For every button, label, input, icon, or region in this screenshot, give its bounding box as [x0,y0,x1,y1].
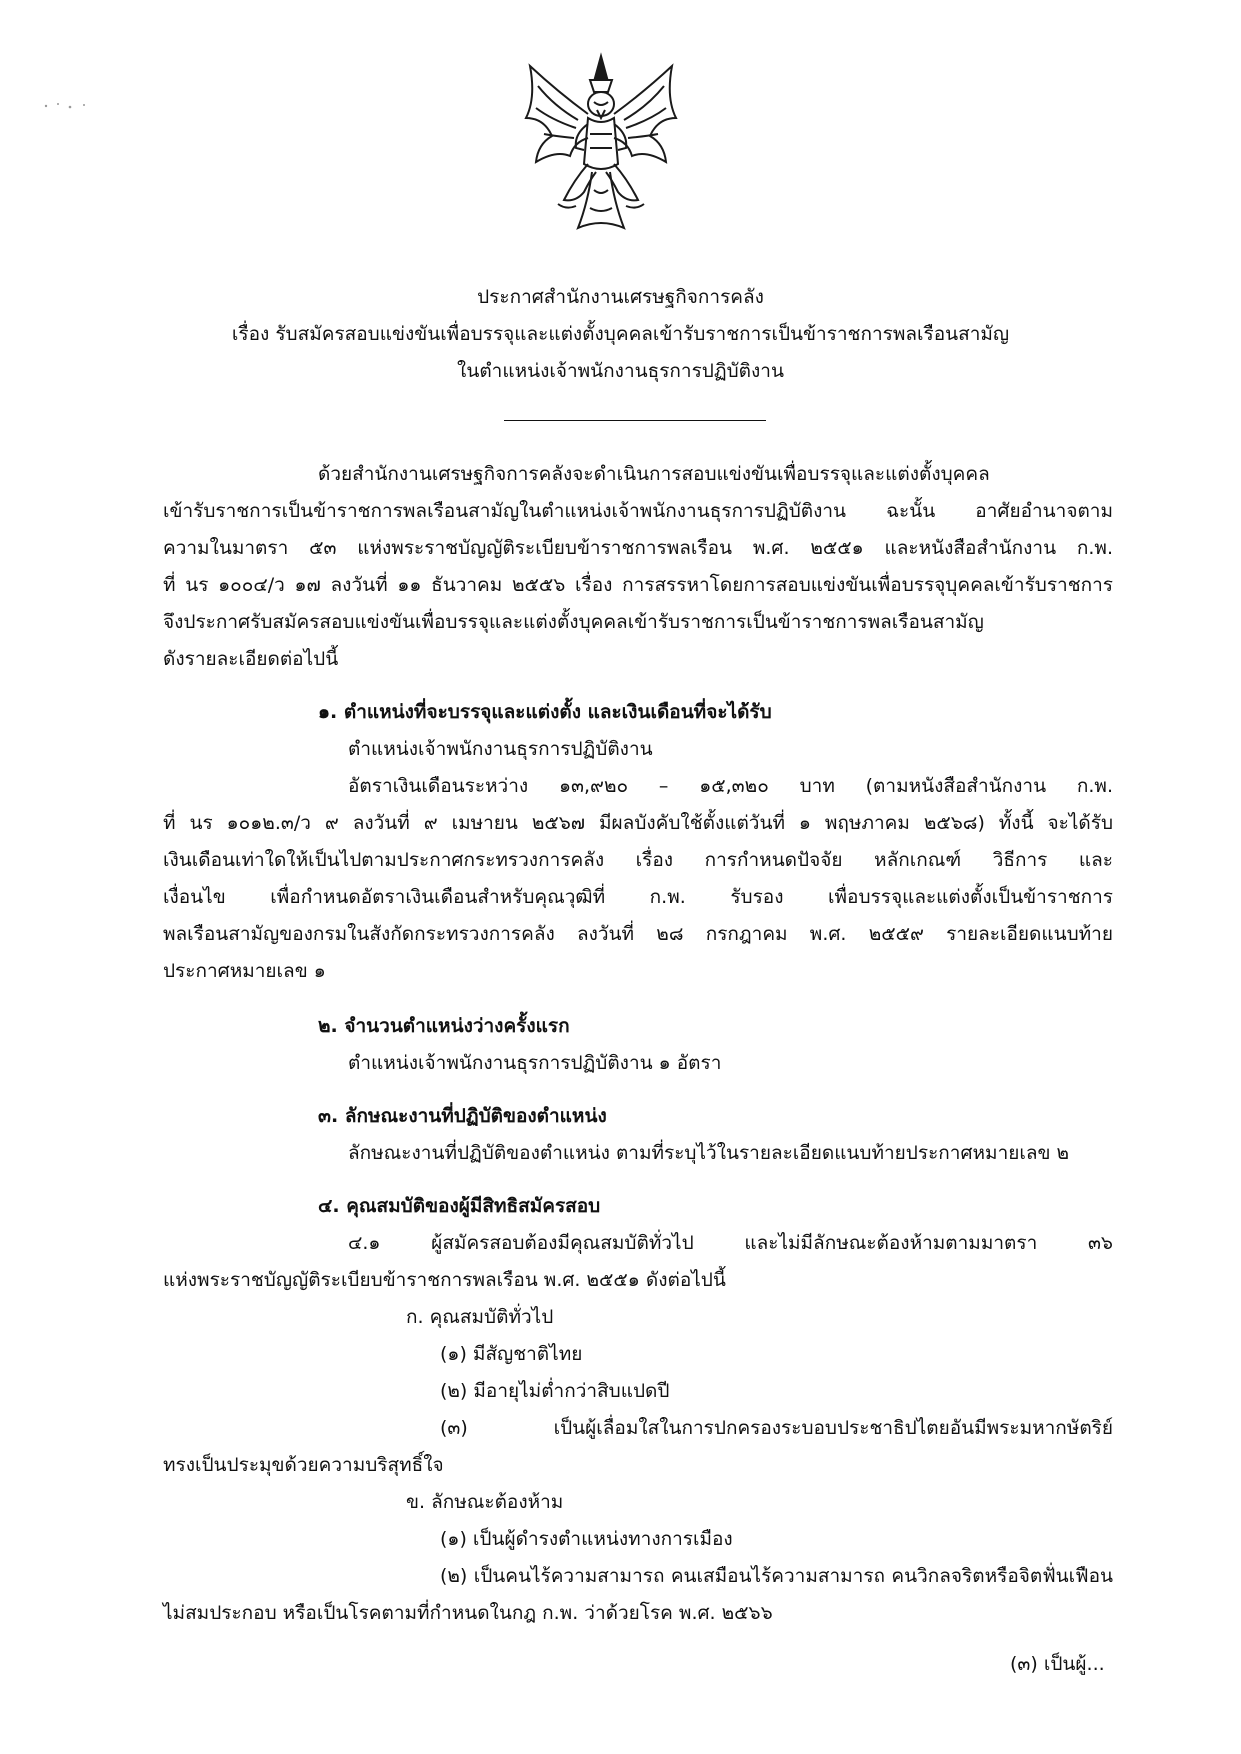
section-1-salary-line: อัตราเงินเดือนระหว่าง ๑๓,๙๒๐ – ๑๕,๓๒๐ บาท (ตามหนังสือสำนักงาน ก.พ. [348,775,1113,797]
prohibition-item: ไม่สมประกอบ หรือเป็นโรคตามที่กำหนดในกฎ ก.พ. ว่าด้วยโรค พ.ศ. ๒๕๖๖ [163,1602,773,1624]
garuda-emblem-icon [518,52,684,236]
general-qualification-item: (๒) มีอายุไม่ต่ำกว่าสิบแปดปี [440,1380,670,1402]
section-3-body: ลักษณะงานที่ปฏิบัติของตำแหน่ง ตามที่ระบุไว้ในรายละเอียดแนบท้ายประกาศหมายเลข ๒ [348,1142,1070,1164]
section-3-heading: ๓. ลักษณะงานที่ปฏิบัติของตำแหน่ง [318,1105,607,1127]
section-2-body: ตำแหน่งเจ้าพนักงานธุรการปฏิบัติงาน ๑ อัตรา [348,1052,722,1074]
scan-speck-mark [40,98,100,112]
section-4-1-line: ๔.๑ ผู้สมัครสอบต้องมีคุณสมบัติทั่วไป และไม่มีลักษณะต้องห้ามตามมาตรา ๓๖ [348,1232,1113,1254]
intro-line: เข้ารับราชการเป็นข้าราชการพลเรือนสามัญในตำแหน่งเจ้าพนักงานธุรการปฏิบัติงาน ฉะนั้น อาศัยอำนาจตาม [163,500,1113,522]
section-4-1-line: แห่งพระราชบัญญัติระเบียบข้าราชการพลเรือน พ.ศ. ๒๕๕๑ ดังต่อไปนี้ [163,1269,726,1291]
announcement-subject: เรื่อง รับสมัครสอบแข่งขันเพื่อบรรจุและแต่งตั้งบุคคลเข้ารับราชการเป็นข้าราชการพลเรือนสามัญ [231,323,1010,345]
prohibition-heading: ข. ลักษณะต้องห้าม [406,1491,564,1513]
section-4-heading: ๔. คุณสมบัติของผู้มีสิทธิสมัครสอบ [318,1195,601,1217]
general-qualification-item: (๑) มีสัญชาติไทย [440,1343,583,1365]
section-1-salary-line: ที่ นร ๑๐๑๒.๓/ว ๙ ลงวันที่ ๙ เมษายน ๒๕๖๗ มีผลบังคับใช้ตั้งแต่วันที่ ๑ พฤษภาคม ๒๕๖๘) ทั้งนี้ จะได้รับ [163,812,1113,834]
section-1-salary-line: เงินเดือนเท่าใดให้เป็นไปตามประกาศกระทรวงการคลัง เรื่อง การกำหนดปัจจัย หลักเกณฑ์ วิธีการ และ [163,849,1113,871]
section-1-position: ตำแหน่งเจ้าพนักงานธุรการปฏิบัติงาน [348,738,653,760]
intro-line: ความในมาตรา ๕๓ แห่งพระราชบัญญัติระเบียบข้าราชการพลเรือน พ.ศ. ๒๕๕๑ และหนังสือสำนักงาน ก.พ. [163,537,1113,559]
continuation-marker: (๓) เป็นผู้... [1010,1653,1105,1675]
prohibition-item: (๒) เป็นคนไร้ความสามารถ คนเสมือนไร้ความสามารถ คนวิกลจริตหรือจิตฟั่นเฟือน [440,1565,1113,1587]
header-divider [504,420,766,421]
intro-line: ดังรายละเอียดต่อไปนี้ [163,648,339,670]
prohibition-item: (๑) เป็นผู้ดำรงตำแหน่งทางการเมือง [440,1528,733,1550]
section-1-salary-line: พลเรือนสามัญของกรมในสังกัดกระทรวงการคลัง ลงวันที่ ๒๘ กรกฎาคม พ.ศ. ๒๕๕๙ รายละเอียดแนบท้าย [163,923,1113,945]
announcement-position: ในตำแหน่งเจ้าพนักงานธุรการปฏิบัติงาน [457,360,784,382]
intro-line: จึงประกาศรับสมัครสอบแข่งขันเพื่อบรรจุและแต่งตั้งบุคคลเข้ารับราชการเป็นข้าราชการพลเรือนสามัญ [163,611,984,633]
general-qualification-item: ทรงเป็นประมุขด้วยความบริสุทธิ์ใจ [163,1454,444,1476]
announcement-title: ประกาศสำนักงานเศรษฐกิจการคลัง [477,286,764,308]
section-1-salary-line: ประกาศหมายเลข ๑ [163,960,326,982]
intro-line: ด้วยสำนักงานเศรษฐกิจการคลังจะดำเนินการสอบแข่งขันเพื่อบรรจุและแต่งตั้งบุคคล [318,463,990,485]
section-1-salary-line: เงื่อนไข เพื่อกำหนดอัตราเงินเดือนสำหรับคุณวุฒิที่ ก.พ. รับรอง เพื่อบรรจุและแต่งตั้งเป็นข้าราชการ [163,886,1113,908]
section-1-heading: ๑. ตำแหน่งที่จะบรรจุและแต่งตั้ง และเงินเดือนที่จะได้รับ [318,701,772,723]
general-qualification-heading: ก. คุณสมบัติทั่วไป [406,1306,554,1328]
intro-line: ที่ นร ๑๐๐๔/ว ๑๗ ลงวันที่ ๑๑ ธันวาคม ๒๕๕๖ เรื่อง การสรรหาโดยการสอบแข่งขันเพื่อบรรจุบุคคลเข้ารับราชการ [163,574,1113,596]
general-qualification-item: (๓) เป็นผู้เลื่อมใสในการปกครองระบอบประชาธิปไตยอันมีพระมหากษัตริย์ [440,1417,1113,1439]
section-2-heading: ๒. จำนวนตำแหน่งว่างครั้งแรก [318,1015,570,1037]
